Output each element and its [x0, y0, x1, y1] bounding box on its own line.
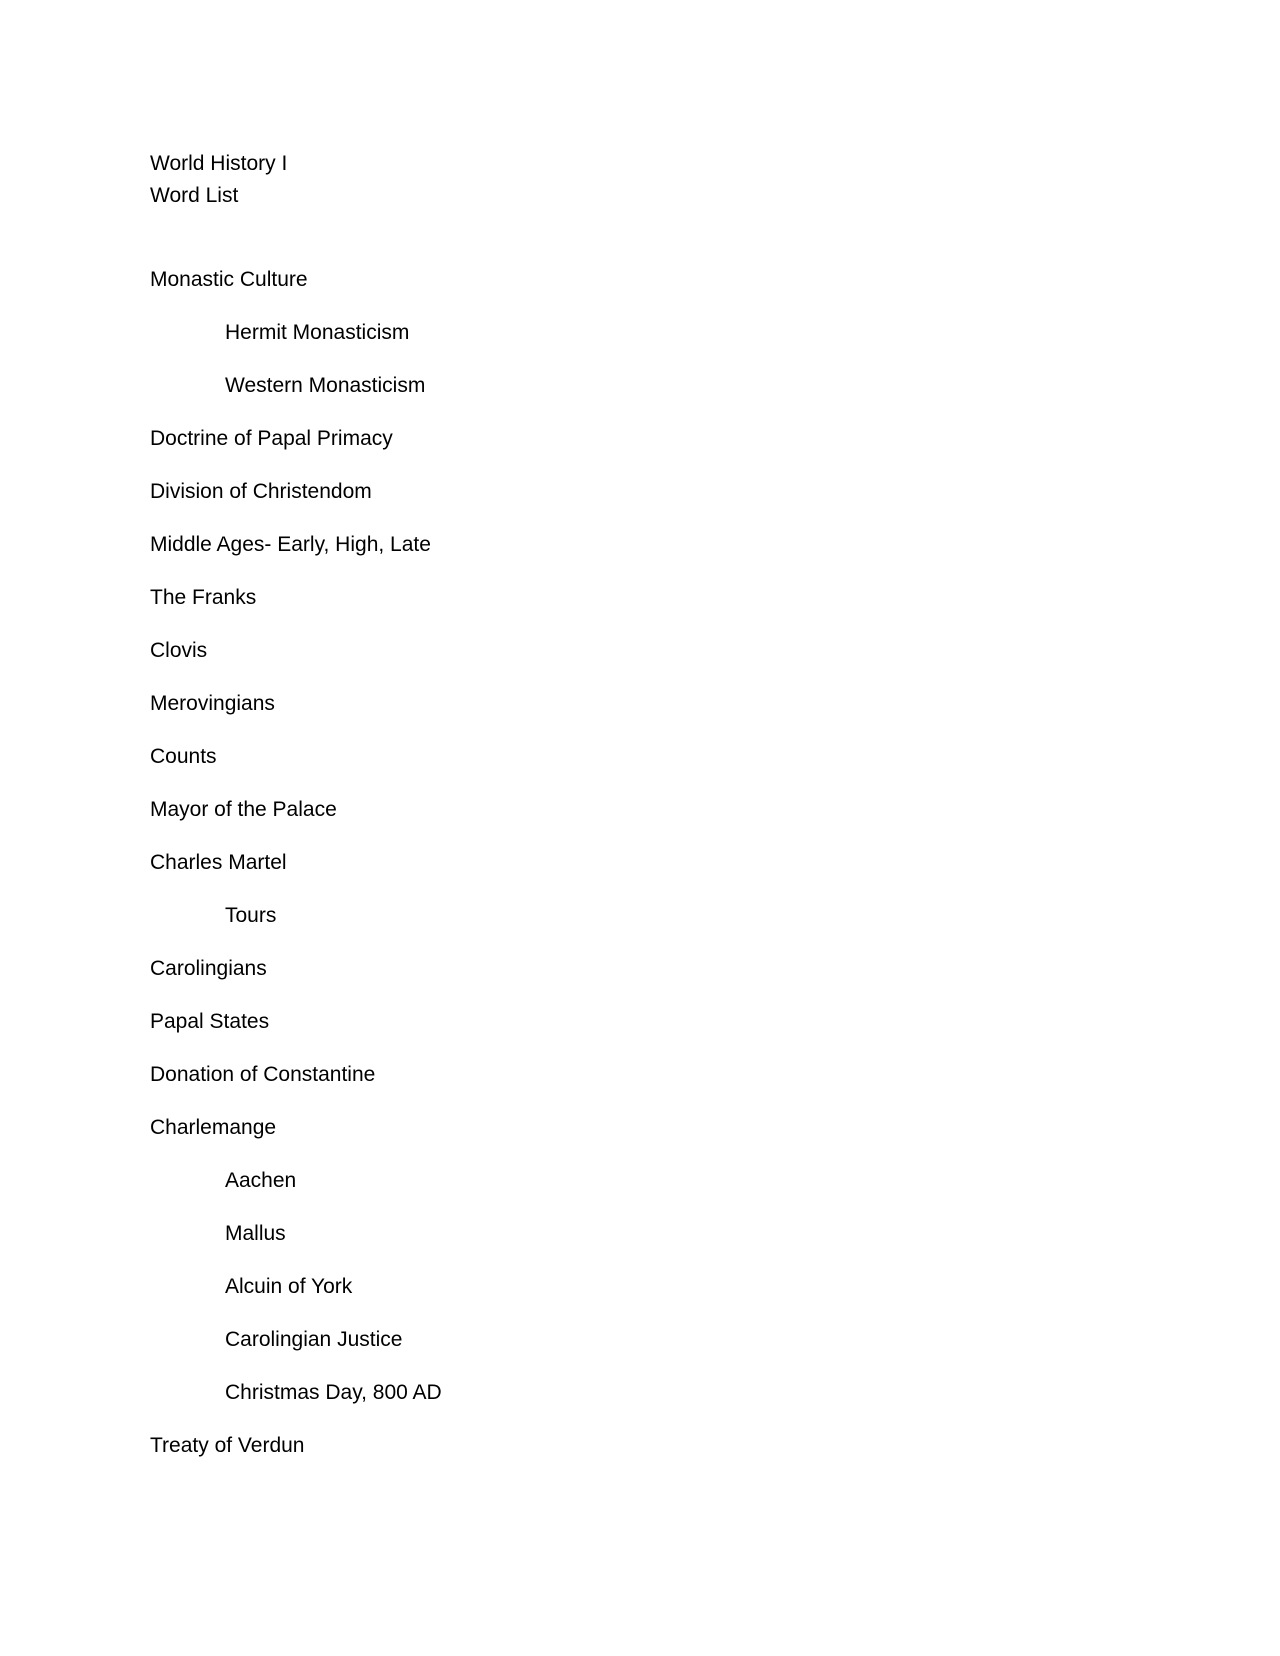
list-item: Charlemange [150, 1116, 277, 1139]
document-title: World History I [150, 152, 288, 175]
list-item: Division of Christendom [150, 480, 372, 503]
list-item: Doctrine of Papal Primacy [150, 427, 393, 450]
list-item: Counts [150, 745, 217, 768]
list-item: Western Monasticism [225, 374, 426, 397]
list-item: Middle Ages- Early, High, Late [150, 533, 431, 556]
list-item: Treaty of Verdun [150, 1434, 305, 1457]
list-item: Mayor of the Palace [150, 798, 337, 821]
list-item: Mallus [225, 1222, 286, 1245]
list-item: Monastic Culture [150, 268, 308, 291]
list-item: Christmas Day, 800 AD [225, 1381, 442, 1404]
list-item: Papal States [150, 1010, 270, 1033]
list-item: Carolingian Justice [225, 1328, 403, 1351]
list-item: Merovingians [150, 692, 275, 715]
list-item: The Franks [150, 586, 257, 609]
document-subtitle: Word List [150, 184, 239, 207]
list-item: Charles Martel [150, 851, 287, 874]
list-item: Alcuin of York [225, 1275, 353, 1298]
list-item: Carolingians [150, 957, 267, 980]
list-item: Clovis [150, 639, 208, 662]
list-item: Aachen [225, 1169, 297, 1192]
list-item: Donation of Constantine [150, 1063, 376, 1086]
list-item: Tours [225, 904, 277, 927]
list-item: Hermit Monasticism [225, 321, 410, 344]
